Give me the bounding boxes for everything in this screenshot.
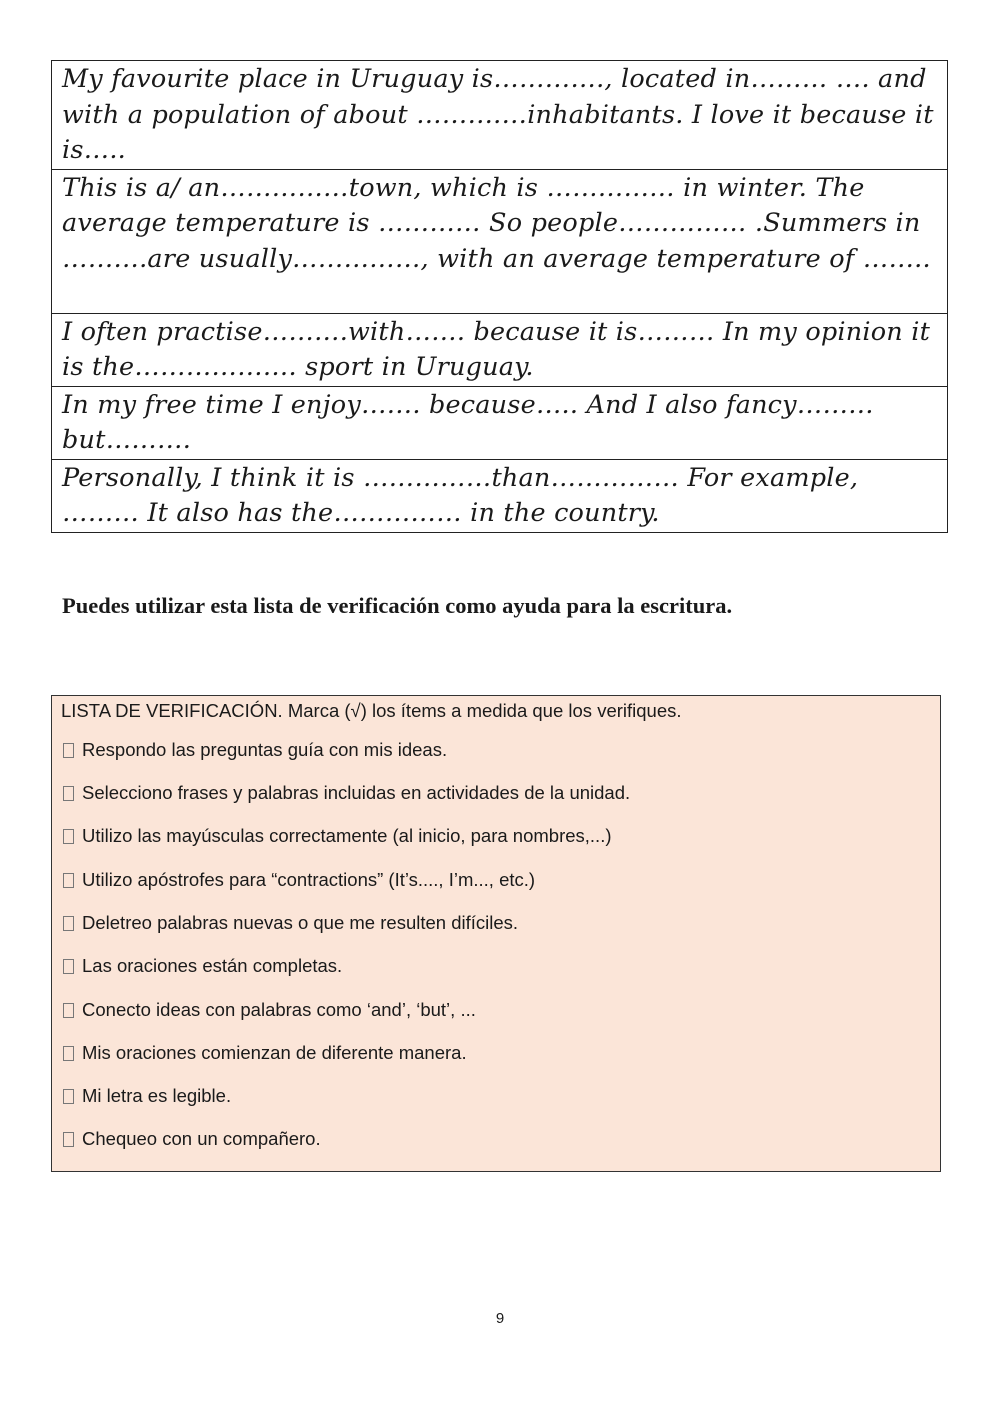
list-item [63, 782, 630, 804]
list-item [63, 1042, 467, 1064]
checkbox-icon[interactable] [63, 916, 74, 931]
list-item [63, 869, 535, 891]
checklist-item-label: Selecciono frases y palabras incluidas en actividades de la unidad. [82, 782, 631, 803]
table-row [52, 386, 948, 459]
checklist-item-label: Mis oraciones comienzan de diferente manera. [82, 1042, 467, 1063]
checkbox-icon[interactable] [63, 1089, 74, 1104]
checklist-item-label: Respondo las preguntas guía con mis ideas. [82, 739, 448, 760]
checklist-item-label: Mi letra es legible. [82, 1085, 232, 1106]
writing-frame-table [51, 60, 948, 533]
writing-frame-cell: Personally, I think it is ……………than…………… For example, ……… It also has the…………… in the country. [52, 459, 948, 532]
checklist-item-label: Utilizo las mayúsculas correctamente (al inicio, para nombres,...) [82, 825, 612, 846]
list-item [63, 955, 342, 977]
checkbox-icon[interactable] [63, 1003, 74, 1018]
writing-frame-cell: I often practise……….with……. because it is……… In my opinion it is the………………. sport in Uruguay. [52, 313, 948, 386]
instruction-text: Puedes utilizar esta lista de verificación como ayuda para la escritura. [62, 593, 733, 618]
writing-frame-cell: In my free time I enjoy……. because….. And I also fancy……… but………. [52, 386, 948, 459]
checklist-item-label: Utilizo apóstrofes para “contractions” (It’s...., I’m..., etc.) [82, 869, 536, 890]
list-item [63, 1085, 231, 1107]
page-number: 9 [495, 1310, 505, 1327]
checkbox-icon[interactable] [63, 743, 74, 758]
checkbox-icon[interactable] [63, 829, 74, 844]
table-row [52, 313, 948, 386]
checklist-item-label: Conecto ideas con palabras como ‘and’, ‘but’, ... [82, 999, 476, 1020]
table-row [52, 169, 948, 313]
checkbox-icon[interactable] [63, 1132, 74, 1147]
list-item [63, 999, 476, 1021]
checklist-item-label: Deletreo palabras nuevas o que me resulten difíciles. [82, 912, 519, 933]
list-item [63, 912, 518, 934]
checklist-box [51, 695, 941, 1172]
checkbox-icon[interactable] [63, 959, 74, 974]
checklist-item-label: Las oraciones están completas. [82, 955, 343, 976]
checklist-item-label: Chequeo con un compañero. [82, 1128, 321, 1149]
list-item [63, 1128, 321, 1150]
list-item [63, 825, 612, 847]
table-row [52, 61, 948, 170]
checkbox-icon[interactable] [63, 873, 74, 888]
table-row [52, 459, 948, 532]
writing-frame-cell: This is a/ an……………town, which is …………… in winter. The average temperature is ………… So people…………… .Summers in ……….are usually……………, with an average temperature of …….. [52, 169, 948, 313]
writing-frame-cell: My favourite place in Uruguay is…………., located in……… …. and with a population of about ……….…inhabitants. I love it because it is….. [52, 61, 948, 170]
checkbox-icon[interactable] [63, 1046, 74, 1061]
list-item [63, 739, 447, 761]
checkbox-icon[interactable] [63, 786, 74, 801]
checklist-title: LISTA DE VERIFICACIÓN. Marca (√) los ítems a medida que los verifiques. [61, 700, 682, 721]
